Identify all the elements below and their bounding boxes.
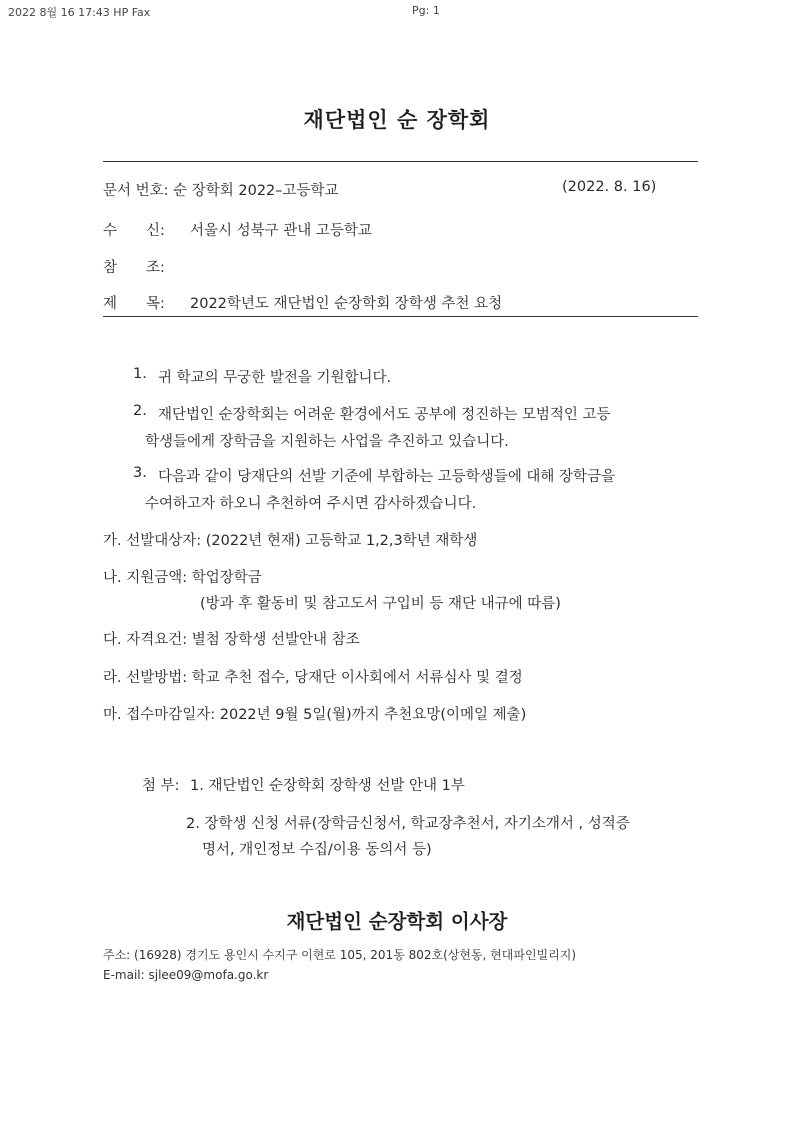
fax-timestamp: 2022 8월 16 17:43 HP Fax xyxy=(8,6,151,19)
numbered-item-1-line-1: 귀 학교의 무궁한 발전을 기원합니다. xyxy=(158,370,392,386)
recipient-value: 서울시 성북구 관내 고등학교 xyxy=(190,223,372,239)
attachment-1: 1. 재단법인 순장학회 장학생 선발 안내 1부 xyxy=(190,778,465,794)
attachments-label: 첨 부: xyxy=(142,778,180,794)
header-bottom-rule xyxy=(103,316,698,317)
numbered-item-2-number: 2. xyxy=(133,403,147,419)
item-selection-method: 라. 선발방법: 학교 추천 접수, 당재단 이사회에서 서류심사 및 결정 xyxy=(103,670,523,686)
numbered-item-3-line-1: 다음과 같이 당재단의 선발 기준에 부합하는 고등학생들에 대해 장학금을 xyxy=(158,469,616,485)
item-support-amount-detail: (방과 후 활동비 및 참고도서 구입비 등 재단 내규에 따름) xyxy=(200,596,561,612)
doc-number: 문서 번호: 순 장학회 2022–고등학교 xyxy=(103,183,339,199)
numbered-item-3-number: 3. xyxy=(133,465,147,481)
footer-address: 주소: (16928) 경기도 용인시 수지구 이현로 105, 201동 802호(상현동, 현대파인빌리지) xyxy=(103,948,577,962)
subject-value: 2022학년도 재단법인 순장학회 장학생 추천 요청 xyxy=(190,296,503,312)
subject-label: 제 목: xyxy=(103,296,165,312)
numbered-item-1-number: 1. xyxy=(133,366,147,382)
recipient-label: 수 신: xyxy=(103,223,165,239)
header-top-rule xyxy=(103,161,698,162)
reference-label: 참 조: xyxy=(103,260,165,276)
attachment-2-line-1: 2. 장학생 신청 서류(장학금신청서, 학교장추천서, 자기소개서 , 성적증 xyxy=(186,816,630,832)
numbered-item-2-line-2: 학생들에게 장학금을 지원하는 사업을 추진하고 있습니다. xyxy=(145,434,509,450)
fax-page-number: Pg: 1 xyxy=(412,4,440,17)
footer-email: E-mail: sjlee09@mofa.go.kr xyxy=(103,968,269,982)
document-title: 재단법인 순 장학회 xyxy=(303,108,491,132)
item-deadline: 마. 접수마감일자: 2022년 9월 5일(월)까지 추천요망(이메일 제출) xyxy=(103,707,527,723)
signer: 재단법인 순장학회 이사장 xyxy=(286,910,508,933)
numbered-item-3-line-2: 수여하고자 하오니 추천하여 주시면 감사하겠습니다. xyxy=(145,496,477,512)
item-selection-target: 가. 선발대상자: (2022년 현재) 고등학교 1,2,3학년 재학생 xyxy=(103,533,478,549)
item-support-amount: 나. 지원금액: 학업장학금 xyxy=(103,570,262,586)
attachment-2-line-2: 명서, 개인정보 수집/이용 동의서 등) xyxy=(202,842,432,858)
item-eligibility: 다. 자격요건: 별첨 장학생 선발안내 참조 xyxy=(103,632,360,648)
numbered-item-2-line-1: 재단법인 순장학회는 어려운 환경에서도 공부에 정진하는 모범적인 고등 xyxy=(158,407,611,423)
doc-date: (2022. 8. 16) xyxy=(562,179,657,195)
